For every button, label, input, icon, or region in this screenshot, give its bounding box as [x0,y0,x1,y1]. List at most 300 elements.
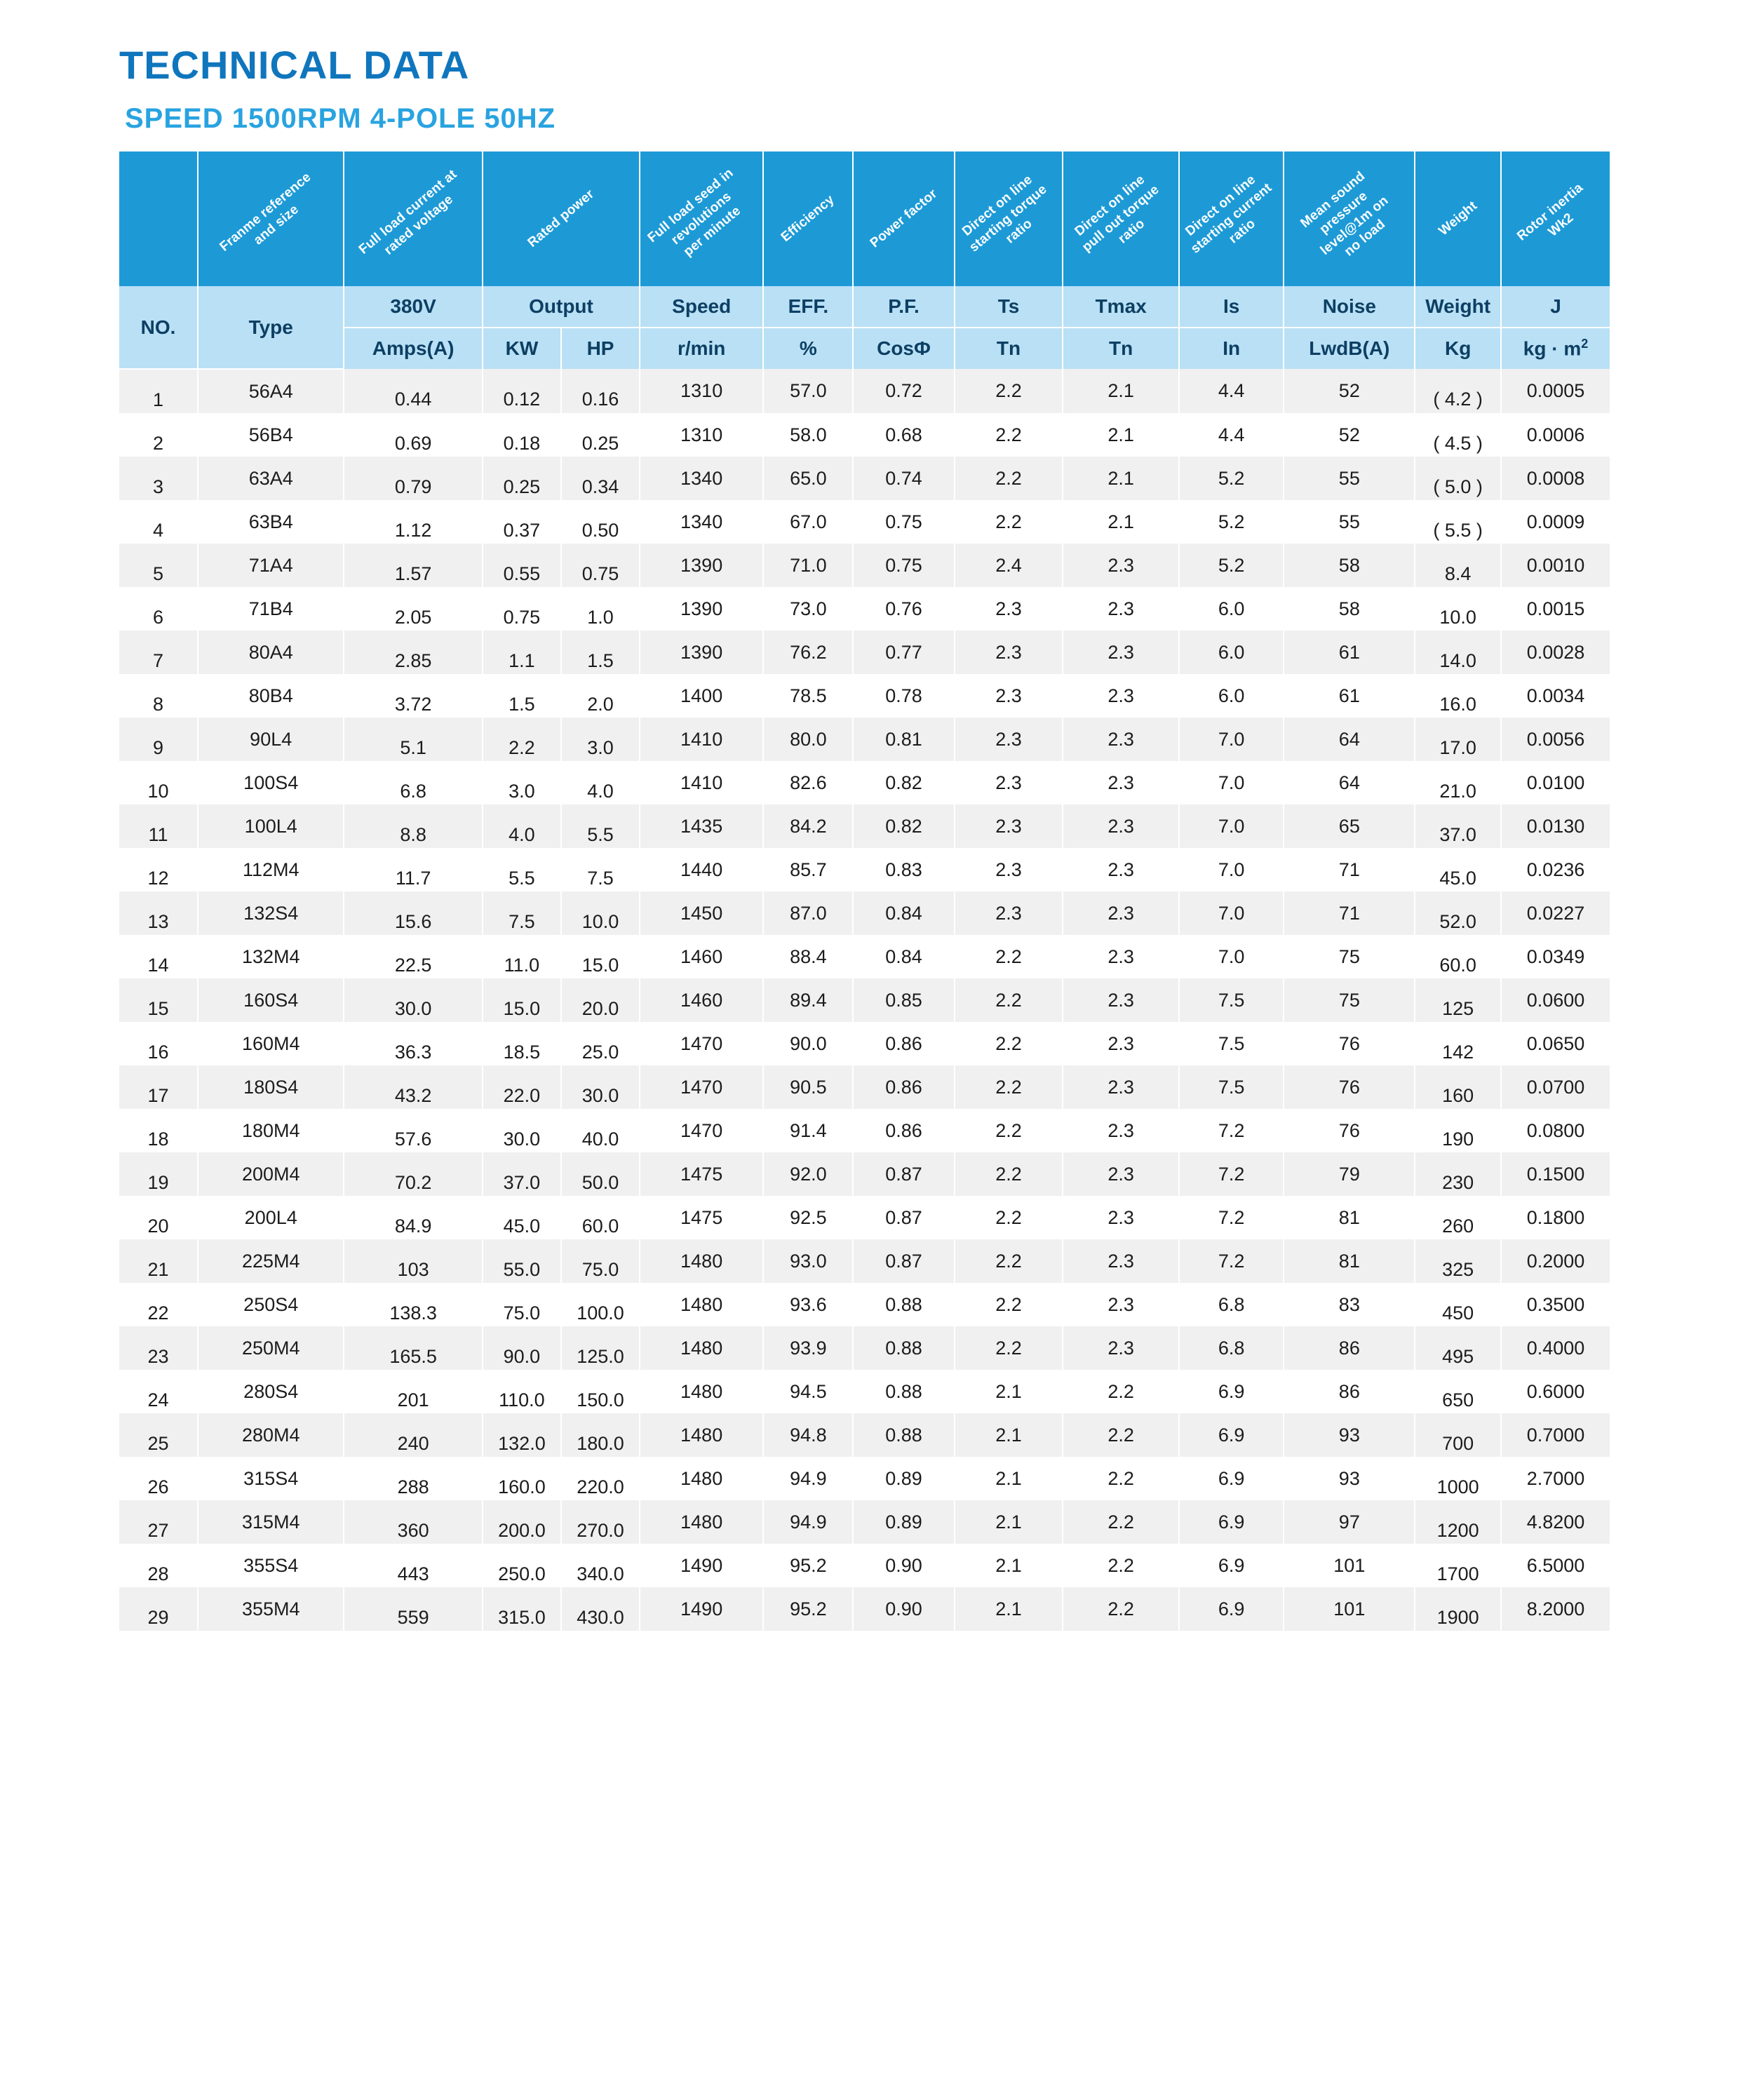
cell-eff: 57.0 [763,369,853,413]
cell-eff: 90.5 [763,1065,853,1109]
cell-tmax-tn: 2.3 [1063,674,1179,718]
cell-type: 90L4 [198,718,344,761]
cell-amps: 138.3 [344,1283,483,1326]
cell-ts-tn: 2.3 [955,631,1063,674]
cell-tmax-tn: 2.2 [1063,1413,1179,1457]
cell-noise: 55 [1284,500,1415,544]
cell-noise: 75 [1284,978,1415,1022]
cell-noise: 65 [1284,804,1415,848]
cell-speed: 1390 [640,631,763,674]
cell-no: 17 [119,1065,198,1109]
table-row [119,1152,1610,1196]
page-title: TECHNICAL DATA [119,43,470,87]
cell-weight: 14.0 [1415,631,1501,674]
cell-tmax-tn: 2.3 [1063,1196,1179,1239]
cell-noise: 61 [1284,674,1415,718]
cell-inertia: 0.7000 [1501,1413,1610,1457]
cell-amps: 165.5 [344,1326,483,1370]
subheader-hp: HP [561,328,640,369]
table-row [119,457,1610,500]
cell-pf: 0.87 [853,1196,954,1239]
cell-kw: 250.0 [483,1544,561,1587]
cell-kw: 37.0 [483,1152,561,1196]
cell-type: 280M4 [198,1413,344,1457]
cell-kw: 110.0 [483,1370,561,1413]
rotated-header-cell-blank [119,151,198,286]
cell-no: 9 [119,718,198,761]
cell-eff: 93.6 [763,1283,853,1326]
cell-noise: 97 [1284,1500,1415,1544]
cell-amps: 103 [344,1239,483,1283]
cell-amps: 57.6 [344,1109,483,1152]
cell-type: 56B4 [198,413,344,457]
cell-no: 7 [119,631,198,674]
cell-inertia: 0.0009 [1501,500,1610,544]
cell-ts-tn: 2.2 [955,457,1063,500]
cell-amps: 559 [344,1587,483,1631]
cell-no: 29 [119,1587,198,1631]
cell-ts-tn: 2.2 [955,500,1063,544]
cell-inertia: 0.0600 [1501,978,1610,1022]
table-row [119,674,1610,718]
cell-amps: 201 [344,1370,483,1413]
cell-tmax-tn: 2.1 [1063,413,1179,457]
cell-amps: 1.12 [344,500,483,544]
cell-amps: 1.57 [344,544,483,587]
rotated-header-full-load-speed: Full load seed in revolutions per minute [640,151,763,286]
cell-pf: 0.82 [853,761,954,804]
cell-inertia: 0.0227 [1501,891,1610,935]
cell-pf: 0.87 [853,1152,954,1196]
cell-inertia: 0.0010 [1501,544,1610,587]
cell-hp: 0.50 [561,500,640,544]
cell-is-in: 6.9 [1179,1587,1284,1631]
cell-noise: 64 [1284,761,1415,804]
subheader-no: NO. [119,286,198,369]
cell-ts-tn: 2.1 [955,1370,1063,1413]
cell-weight: 1900 [1415,1587,1501,1631]
subheader-type: Type [198,286,344,369]
cell-is-in: 7.0 [1179,761,1284,804]
cell-eff: 94.9 [763,1500,853,1544]
cell-speed: 1480 [640,1370,763,1413]
subheader-kg: Kg [1415,328,1501,369]
cell-weight: 125 [1415,978,1501,1022]
cell-ts-tn: 2.2 [955,1326,1063,1370]
cell-speed: 1310 [640,413,763,457]
cell-ts-tn: 2.1 [955,1500,1063,1544]
cell-amps: 0.79 [344,457,483,500]
cell-amps: 240 [344,1413,483,1457]
table-row [119,1413,1610,1457]
cell-kw: 30.0 [483,1109,561,1152]
cell-kw: 0.25 [483,457,561,500]
cell-eff: 94.9 [763,1457,853,1500]
cell-weight: 495 [1415,1326,1501,1370]
subheader-pf: P.F. [853,286,954,328]
page-subtitle: SPEED 1500RPM 4-POLE 50HZ [125,103,556,134]
cell-ts-tn: 2.2 [955,978,1063,1022]
cell-is-in: 7.2 [1179,1152,1284,1196]
cell-pf: 0.86 [853,1065,954,1109]
cell-pf: 0.72 [853,369,954,413]
cell-amps: 15.6 [344,891,483,935]
rotated-header-rotor-inertia: Rotor inertia Wk2 [1501,151,1610,286]
table-row [119,500,1610,544]
cell-hp: 220.0 [561,1457,640,1500]
cell-tmax-tn: 2.2 [1063,1457,1179,1500]
cell-inertia: 0.0349 [1501,935,1610,978]
cell-ts-tn: 2.1 [955,1457,1063,1500]
cell-no: 19 [119,1152,198,1196]
cell-type: 160S4 [198,978,344,1022]
cell-noise: 93 [1284,1413,1415,1457]
cell-kw: 90.0 [483,1326,561,1370]
cell-speed: 1390 [640,544,763,587]
cell-no: 8 [119,674,198,718]
cell-kw: 15.0 [483,978,561,1022]
cell-is-in: 6.9 [1179,1457,1284,1500]
cell-pf: 0.89 [853,1457,954,1500]
cell-hp: 60.0 [561,1196,640,1239]
rotated-header-starting-current-ratio: Direct on line starting current ratio [1179,151,1284,286]
cell-ts-tn: 2.3 [955,587,1063,631]
cell-inertia: 0.1800 [1501,1196,1610,1239]
cell-type: 250S4 [198,1283,344,1326]
cell-speed: 1470 [640,1022,763,1065]
cell-inertia: 0.0700 [1501,1065,1610,1109]
cell-noise: 81 [1284,1196,1415,1239]
cell-eff: 94.8 [763,1413,853,1457]
cell-inertia: 0.4000 [1501,1326,1610,1370]
cell-speed: 1480 [640,1457,763,1500]
cell-is-in: 4.4 [1179,369,1284,413]
cell-type: 132M4 [198,935,344,978]
cell-is-in: 7.0 [1179,848,1284,891]
rotated-header-efficiency: Efficiency [763,151,853,286]
subheader-noise: Noise [1284,286,1415,328]
table-row [119,978,1610,1022]
cell-pf: 0.75 [853,544,954,587]
cell-no: 14 [119,935,198,978]
cell-tmax-tn: 2.2 [1063,1370,1179,1413]
cell-kw: 7.5 [483,891,561,935]
cell-kw: 200.0 [483,1500,561,1544]
cell-is-in: 7.5 [1179,978,1284,1022]
cell-tmax-tn: 2.2 [1063,1500,1179,1544]
cell-no: 6 [119,587,198,631]
rotated-header-full-load-current: Full load current at rated voltage [344,151,483,286]
cell-noise: 58 [1284,544,1415,587]
cell-pf: 0.85 [853,978,954,1022]
cell-weight: 650 [1415,1370,1501,1413]
rotated-header-rated-power: Rated power [483,151,640,286]
cell-eff: 89.4 [763,978,853,1022]
cell-weight: 325 [1415,1239,1501,1283]
cell-kw: 315.0 [483,1587,561,1631]
cell-kw: 22.0 [483,1065,561,1109]
cell-eff: 93.0 [763,1239,853,1283]
cell-noise: 52 [1284,369,1415,413]
cell-eff: 87.0 [763,891,853,935]
cell-kw: 18.5 [483,1022,561,1065]
cell-ts-tn: 2.2 [955,1022,1063,1065]
cell-is-in: 4.4 [1179,413,1284,457]
cell-weight: ( 5.5 ) [1415,500,1501,544]
cell-speed: 1480 [640,1283,763,1326]
cell-is-in: 6.0 [1179,587,1284,631]
cell-no: 28 [119,1544,198,1587]
cell-weight: 142 [1415,1022,1501,1065]
cell-is-in: 6.0 [1179,631,1284,674]
cell-tmax-tn: 2.3 [1063,631,1179,674]
cell-no: 26 [119,1457,198,1500]
table-row [119,1457,1610,1500]
cell-weight: 60.0 [1415,935,1501,978]
cell-speed: 1490 [640,1587,763,1631]
cell-tmax-tn: 2.3 [1063,1065,1179,1109]
cell-inertia: 4.8200 [1501,1500,1610,1544]
rotated-header-power-factor: Power factor [853,151,954,286]
cell-hp: 100.0 [561,1283,640,1326]
cell-type: 112M4 [198,848,344,891]
cell-no: 21 [119,1239,198,1283]
cell-tmax-tn: 2.1 [1063,369,1179,413]
subheader-output: Output [483,286,640,328]
cell-type: 315S4 [198,1457,344,1500]
subheader-speed: Speed [640,286,763,328]
cell-tmax-tn: 2.2 [1063,1544,1179,1587]
cell-weight: ( 5.0 ) [1415,457,1501,500]
cell-type: 160M4 [198,1022,344,1065]
cell-inertia: 0.0650 [1501,1022,1610,1065]
cell-eff: 95.2 [763,1587,853,1631]
cell-eff: 58.0 [763,413,853,457]
cell-speed: 1480 [640,1500,763,1544]
cell-speed: 1460 [640,935,763,978]
cell-inertia: 0.0028 [1501,631,1610,674]
cell-inertia: 0.0008 [1501,457,1610,500]
cell-eff: 67.0 [763,500,853,544]
rotated-header-pull-out-torque-ratio: Direct on line pull out torque ratio [1063,151,1179,286]
cell-noise: 93 [1284,1457,1415,1500]
cell-kw: 132.0 [483,1413,561,1457]
cell-weight: 45.0 [1415,848,1501,891]
cell-eff: 92.5 [763,1196,853,1239]
cell-weight: 1700 [1415,1544,1501,1587]
cell-is-in: 6.9 [1179,1413,1284,1457]
table-row [119,1022,1610,1065]
table-row [119,1500,1610,1544]
cell-kw: 5.5 [483,848,561,891]
cell-inertia: 0.0236 [1501,848,1610,891]
kgm-exponent: 2 [1581,337,1589,351]
cell-tmax-tn: 2.1 [1063,457,1179,500]
cell-noise: 61 [1284,631,1415,674]
cell-type: 80B4 [198,674,344,718]
cell-eff: 90.0 [763,1022,853,1065]
cell-speed: 1475 [640,1196,763,1239]
cell-tmax-tn: 2.3 [1063,587,1179,631]
cell-kw: 45.0 [483,1196,561,1239]
cell-tmax-tn: 2.3 [1063,1239,1179,1283]
table-row [119,369,1610,413]
cell-pf: 0.81 [853,718,954,761]
cell-speed: 1460 [640,978,763,1022]
cell-is-in: 7.5 [1179,1065,1284,1109]
cell-is-in: 7.2 [1179,1196,1284,1239]
cell-eff: 95.2 [763,1544,853,1587]
table-row [119,1109,1610,1152]
cell-amps: 70.2 [344,1152,483,1196]
cell-hp: 2.0 [561,674,640,718]
cell-eff: 80.0 [763,718,853,761]
cell-noise: 75 [1284,935,1415,978]
cell-amps: 5.1 [344,718,483,761]
subheader-eff: EFF. [763,286,853,328]
cell-speed: 1470 [640,1065,763,1109]
table-row [119,804,1610,848]
cell-ts-tn: 2.2 [955,369,1063,413]
cell-noise: 86 [1284,1370,1415,1413]
cell-kw: 75.0 [483,1283,561,1326]
cell-noise: 86 [1284,1326,1415,1370]
rotated-header-mean-sound-pressure: Mean sound pressure level@1m on no load [1284,151,1415,286]
table-row [119,935,1610,978]
cell-type: 71A4 [198,544,344,587]
cell-type: 355S4 [198,1544,344,1587]
rotated-header-frame-reference: Franme reference and size [198,151,344,286]
cell-hp: 3.0 [561,718,640,761]
cell-inertia: 0.0006 [1501,413,1610,457]
cell-type: 180S4 [198,1065,344,1109]
cell-pf: 0.76 [853,587,954,631]
cell-hp: 15.0 [561,935,640,978]
cell-tmax-tn: 2.3 [1063,978,1179,1022]
cell-type: 200M4 [198,1152,344,1196]
cell-tmax-tn: 2.3 [1063,891,1179,935]
cos-label: Cos [877,337,914,359]
table-row [119,848,1610,891]
table-row [119,1544,1610,1587]
subheader-ts: Ts [955,286,1063,328]
cell-speed: 1480 [640,1326,763,1370]
table-row [119,761,1610,804]
cell-amps: 36.3 [344,1022,483,1065]
cell-tmax-tn: 2.3 [1063,761,1179,804]
cell-weight: 1000 [1415,1457,1501,1500]
cell-inertia: 0.1500 [1501,1152,1610,1196]
cell-speed: 1435 [640,804,763,848]
cell-inertia: 0.0130 [1501,804,1610,848]
cell-pf: 0.87 [853,1239,954,1283]
cell-no: 25 [119,1413,198,1457]
cell-kw: 3.0 [483,761,561,804]
cell-hp: 1.0 [561,587,640,631]
cell-ts-tn: 2.4 [955,544,1063,587]
cell-pf: 0.90 [853,1544,954,1587]
cell-type: 100L4 [198,804,344,848]
cell-no: 12 [119,848,198,891]
cell-is-in: 7.0 [1179,718,1284,761]
kgm-label: kg · m [1523,337,1582,360]
phi-symbol: Ф [914,337,931,359]
cell-weight: 16.0 [1415,674,1501,718]
cell-pf: 0.86 [853,1109,954,1152]
subheader-rmin: r/min [640,328,763,369]
cell-is-in: 7.2 [1179,1109,1284,1152]
cell-ts-tn: 2.1 [955,1544,1063,1587]
cell-pf: 0.88 [853,1413,954,1457]
table-row [119,891,1610,935]
cell-kw: 1.1 [483,631,561,674]
table-row [119,718,1610,761]
cell-is-in: 7.5 [1179,1022,1284,1065]
cell-is-in: 6.8 [1179,1326,1284,1370]
cell-no: 4 [119,500,198,544]
cell-type: 132S4 [198,891,344,935]
cell-amps: 8.8 [344,804,483,848]
cell-pf: 0.74 [853,457,954,500]
cell-speed: 1450 [640,891,763,935]
cell-tmax-tn: 2.3 [1063,1283,1179,1326]
cell-no: 15 [119,978,198,1022]
cell-hp: 180.0 [561,1413,640,1457]
cell-hp: 30.0 [561,1065,640,1109]
cell-type: 355M4 [198,1587,344,1631]
cell-eff: 94.5 [763,1370,853,1413]
subheader-percent: % [763,328,853,369]
cell-no: 10 [119,761,198,804]
cell-tmax-tn: 2.1 [1063,500,1179,544]
cell-ts-tn: 2.2 [955,1065,1063,1109]
cell-type: 225M4 [198,1239,344,1283]
cell-amps: 360 [344,1500,483,1544]
cell-kw: 160.0 [483,1457,561,1500]
cell-pf: 0.82 [853,804,954,848]
cell-speed: 1390 [640,587,763,631]
cell-hp: 430.0 [561,1587,640,1631]
cell-kw: 0.12 [483,369,561,413]
cell-tmax-tn: 2.3 [1063,718,1179,761]
cell-weight: 260 [1415,1196,1501,1239]
cell-type: 100S4 [198,761,344,804]
cell-noise: 101 [1284,1587,1415,1631]
cell-inertia: 0.0015 [1501,587,1610,631]
table-row [119,631,1610,674]
cell-kw: 55.0 [483,1239,561,1283]
cell-kw: 11.0 [483,935,561,978]
cell-kw: 0.75 [483,587,561,631]
cell-speed: 1475 [640,1152,763,1196]
cell-amps: 43.2 [344,1065,483,1109]
cell-speed: 1480 [640,1239,763,1283]
cell-weight: ( 4.5 ) [1415,413,1501,457]
table-row [119,1370,1610,1413]
cell-is-in: 5.2 [1179,457,1284,500]
cell-noise: 71 [1284,848,1415,891]
cell-weight: 160 [1415,1065,1501,1109]
cell-hp: 1.5 [561,631,640,674]
cell-ts-tn: 2.3 [955,891,1063,935]
cell-ts-tn: 2.2 [955,935,1063,978]
cell-inertia: 0.3500 [1501,1283,1610,1326]
cell-hp: 0.25 [561,413,640,457]
cell-type: 180M4 [198,1109,344,1152]
cell-ts-tn: 2.2 [955,1109,1063,1152]
cell-amps: 288 [344,1457,483,1500]
cell-inertia: 0.0800 [1501,1109,1610,1152]
